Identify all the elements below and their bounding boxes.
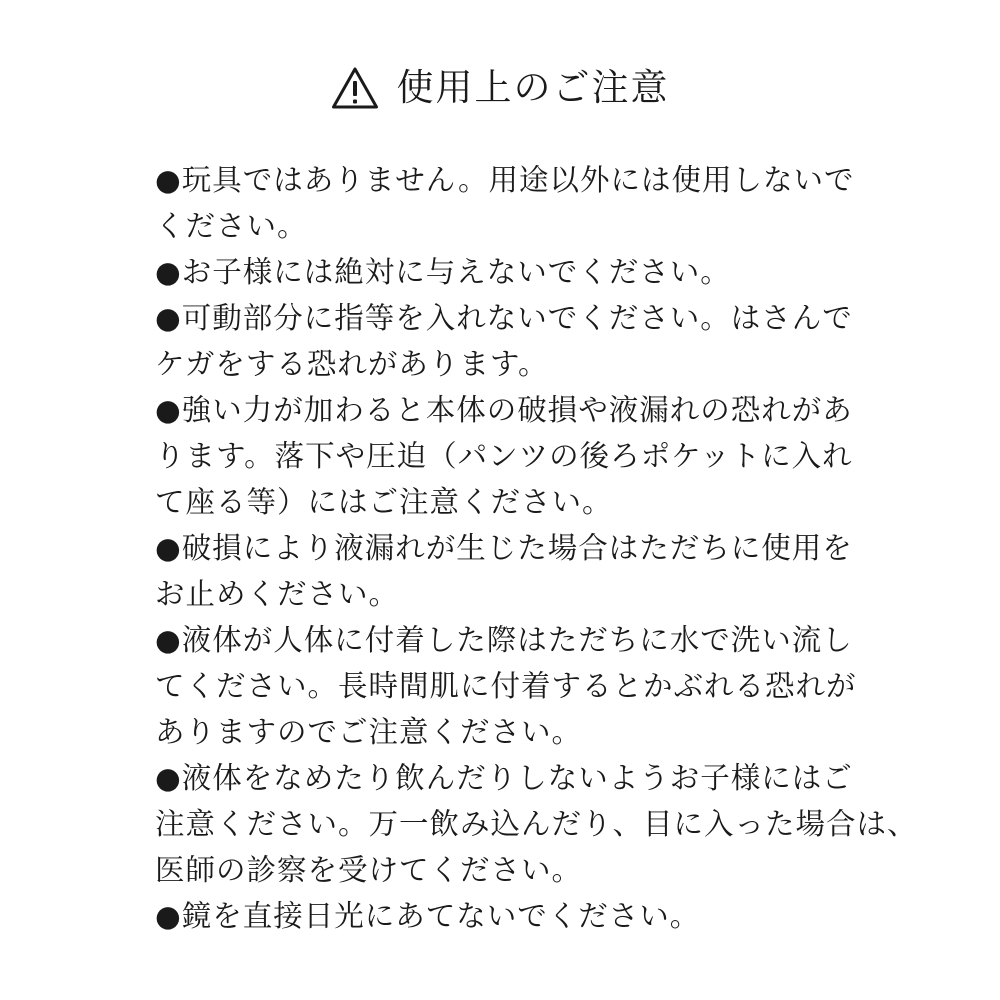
caution-line: ●玩具ではありません。用途以外には使用しないで [155, 163, 855, 197]
caution-line: ●鏡を直接日光にあてないでください。 [155, 899, 701, 933]
caution-item-breakage-leak [155, 387, 855, 525]
caution-line: お止めください。 [155, 577, 400, 611]
caution-line: ります。落下や圧迫（パンツの後ろポケットに入れ [155, 439, 853, 473]
caution-item-skin-contact [155, 617, 855, 755]
caution-item-not-a-toy [155, 157, 855, 249]
caution-line: 医師の診察を受けてください。 [155, 853, 583, 887]
caution-item-moving-parts [155, 295, 855, 387]
caution-line: ●強い力が加わると本体の破損や液漏れの恐れがあ [155, 393, 853, 427]
caution-item-stop-use [155, 525, 855, 617]
caution-item-sunlight [155, 893, 855, 939]
caution-line: てください。長時間肌に付着するとかぶれる恐れが [155, 669, 857, 703]
caution-line: ●液体が人体に付着した際はただちに水で洗い流し [155, 623, 853, 657]
caution-line: ください。 [155, 209, 308, 243]
caution-line: ●破損により液漏れが生じた場合はただちに使用を [155, 531, 853, 565]
caution-line: ケガをする恐れがあります。 [155, 347, 549, 381]
caution-line: ●液体をなめたり飲んだりしないようお子様にはご [155, 761, 853, 795]
warning-triangle-icon [331, 66, 379, 110]
caution-line: ●可動部分に指等を入れないでください。はさんで [155, 301, 853, 335]
caution-item-keep-from-children [155, 249, 855, 295]
caution-line: ありますのでご注意ください。 [155, 715, 583, 749]
page-title: 使用上のご注意 [396, 66, 670, 109]
caution-heading [0, 58, 1000, 118]
caution-line: て座る等）にはご注意ください。 [155, 485, 613, 519]
caution-list [155, 157, 918, 939]
caution-line: 注意ください。万一飲み込んだり、目に入った場合は、 [155, 807, 918, 841]
caution-line: ●お子様には絶対に与えないでください。 [155, 255, 731, 289]
caution-item-ingestion [155, 755, 918, 893]
